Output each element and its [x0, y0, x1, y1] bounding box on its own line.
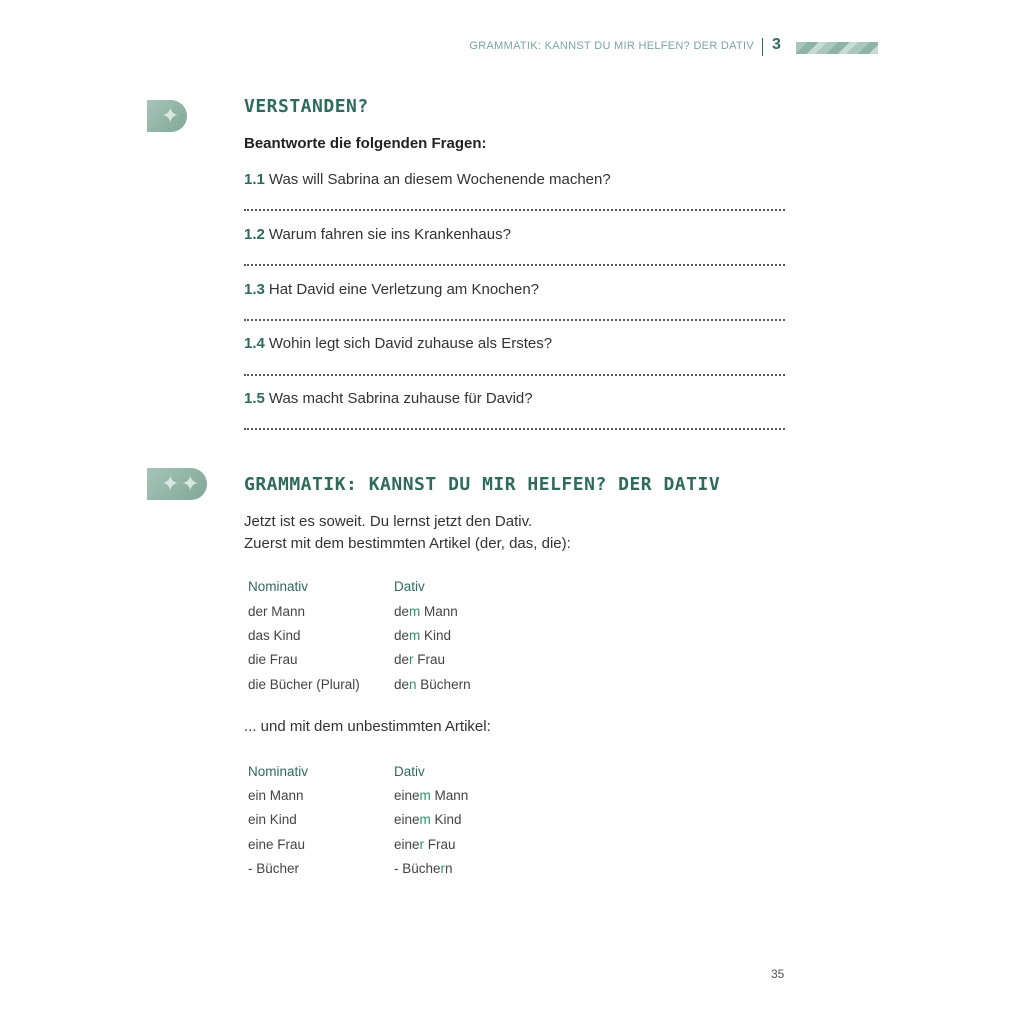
- table2-dativ-cell: einem Mann: [394, 788, 469, 803]
- table1-nominativ-cell: das Kind: [248, 628, 301, 643]
- question-text: Hat David eine Verletzung am Knochen?: [268, 281, 540, 298]
- star-icon: ✦: [161, 471, 180, 496]
- table1-nominativ-cell: die Bücher (Plural): [248, 677, 360, 692]
- page-number: 35: [771, 967, 785, 981]
- question-number: 1.1: [244, 171, 265, 188]
- intro-line-1: Jetzt ist es soweit. Du lernst jetzt den Dativ.: [244, 513, 533, 530]
- question-text: Was macht Sabrina zuhause für David?: [268, 390, 533, 407]
- table1-header-dativ: Dativ: [394, 579, 425, 594]
- chapter-number: 3: [772, 36, 781, 53]
- table2-nominativ-cell: eine Frau: [248, 837, 306, 852]
- table1-nominativ-cell: der Mann: [248, 604, 306, 619]
- section-tab-icon: [147, 468, 207, 500]
- table1-dativ-cell: dem Kind: [394, 628, 452, 643]
- table2-nominativ-cell: ein Kind: [248, 812, 297, 827]
- answer-line-1-3[interactable]: [244, 319, 785, 321]
- question-1-2: [244, 226, 511, 243]
- header-divider: [762, 38, 763, 56]
- table1-dativ-cell: der Frau: [394, 652, 446, 667]
- table2-nominativ-cell: - Bücher: [248, 861, 300, 876]
- table2-dativ-cell: - Büchern: [394, 861, 453, 876]
- answer-line-1-2[interactable]: [244, 264, 785, 266]
- section-title-grammatik: GRAMMATIK: KANNST DU MIR HELFEN? DER DATIV: [244, 474, 721, 495]
- header-pattern-band: [796, 42, 878, 54]
- table2-header-dativ: Dativ: [394, 764, 425, 779]
- table1-dativ-cell: dem Mann: [394, 604, 458, 619]
- question-text: Was will Sabrina an diesem Wochenende machen?: [268, 171, 611, 188]
- answer-line-1-5[interactable]: [244, 428, 785, 430]
- intro-line-2: Zuerst mit dem bestimmten Artikel (der, das, die):: [244, 535, 571, 552]
- table2-dativ-cell: einer Frau: [394, 837, 456, 852]
- question-number: 1.5: [244, 390, 265, 407]
- question-number: 1.4: [244, 335, 265, 352]
- table1-nominativ-cell: die Frau: [248, 652, 298, 667]
- table2-header-nominativ: Nominativ: [248, 764, 309, 779]
- table2-nominativ-cell: ein Mann: [248, 788, 304, 803]
- question-1-1: [244, 171, 611, 188]
- table1-dativ-cell: den Büchern: [394, 677, 471, 692]
- question-1-4: [244, 335, 552, 352]
- middle-text: ... und mit dem unbestimmten Artikel:: [244, 718, 491, 735]
- question-text: Wohin legt sich David zuhause als Erstes?: [268, 335, 553, 352]
- table2-dativ-cell: einem Kind: [394, 812, 462, 827]
- running-header-title: GRAMMATIK: KANNST DU MIR HELFEN? DER DATIV: [469, 40, 754, 52]
- section-title-verstanden: VERSTANDEN?: [244, 96, 369, 117]
- question-number: 1.3: [244, 281, 265, 298]
- star-icon: ✦: [161, 103, 180, 128]
- question-1-3: [244, 281, 539, 298]
- section-tab-icon: [147, 100, 187, 132]
- question-number: 1.2: [244, 226, 265, 243]
- answer-line-1-4[interactable]: [244, 374, 785, 376]
- question-text: Warum fahren sie ins Krankenhaus?: [268, 226, 511, 243]
- star-icon: ✦: [181, 471, 200, 496]
- table1-header-nominativ: Nominativ: [248, 579, 309, 594]
- instruction-text: Beantworte die folgenden Fragen:: [244, 135, 487, 152]
- answer-line-1-1[interactable]: [244, 209, 785, 211]
- question-1-5: [244, 390, 533, 407]
